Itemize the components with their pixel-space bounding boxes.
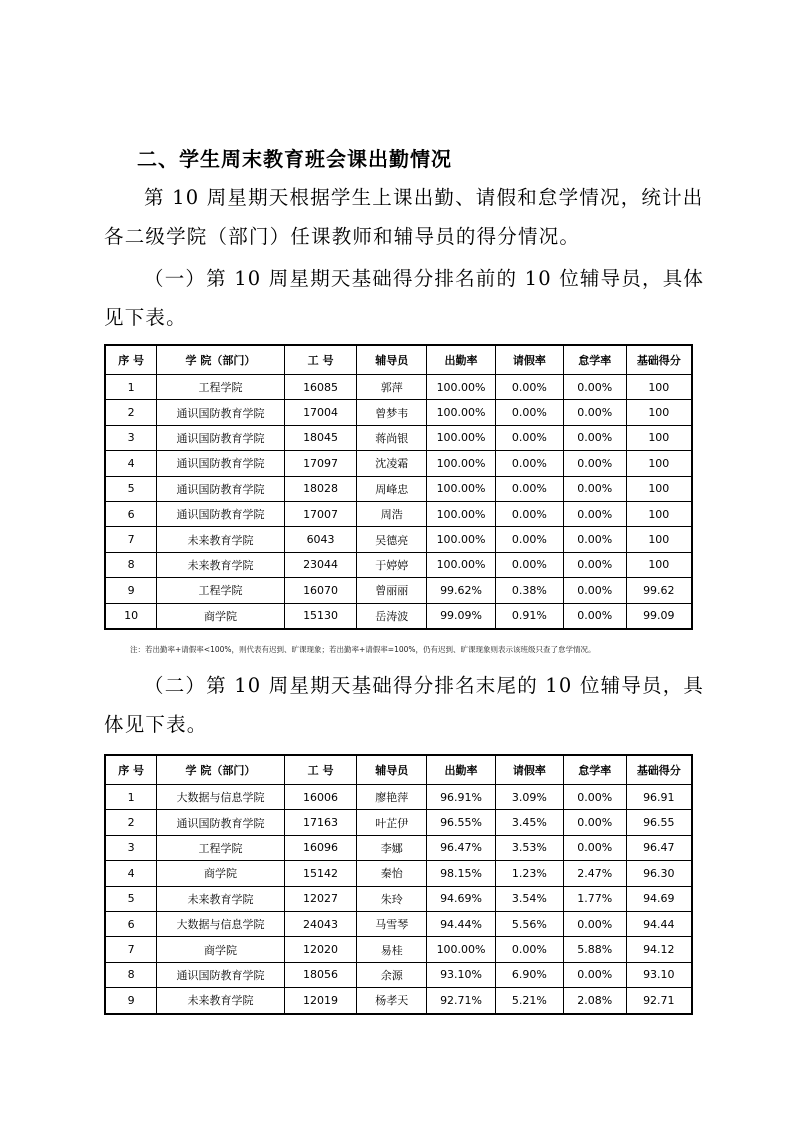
table-cell: 0.00%: [563, 552, 626, 577]
bottom-10-table: [104, 754, 693, 1015]
table-cell: 12027: [284, 886, 357, 911]
table-row: [105, 810, 692, 835]
column-header: 出勤率: [427, 755, 496, 785]
table-cell: 0.00%: [495, 375, 563, 400]
table-cell: 0.00%: [563, 400, 626, 425]
table-cell: 0.91%: [495, 603, 563, 629]
column-header: 怠学率: [563, 345, 626, 375]
table-cell: 0.00%: [563, 835, 626, 860]
table-cell: 0.00%: [495, 552, 563, 577]
table-cell: 0.00%: [495, 501, 563, 526]
table-cell: 94.69%: [427, 886, 496, 911]
table-cell: 通识国防教育学院: [157, 400, 284, 425]
table-cell: 未来教育学院: [157, 527, 284, 552]
table-cell: 通识国防教育学院: [157, 425, 284, 450]
table-header-row: [105, 345, 692, 375]
column-header: 请假率: [495, 345, 563, 375]
column-header: 怠学率: [563, 755, 626, 785]
table-cell: 9: [105, 988, 157, 1014]
table-cell: 大数据与信息学院: [157, 911, 284, 936]
column-header: 请假率: [495, 755, 563, 785]
table-cell: 100: [626, 400, 692, 425]
table-cell: 商学院: [157, 861, 284, 886]
table-cell: 3.09%: [495, 785, 563, 810]
table-cell: 99.62: [626, 578, 692, 603]
table-row: [105, 603, 692, 629]
subsection-1-text: （一）第 10 周星期天基础得分排名前的 10 位辅导员，具体见下表。: [104, 267, 705, 329]
table-cell: 0.00%: [563, 476, 626, 501]
table-cell: 100: [626, 552, 692, 577]
table-cell: 大数据与信息学院: [157, 785, 284, 810]
table-cell: 96.91: [626, 785, 692, 810]
table-cell: 3: [105, 835, 157, 860]
table-cell: 94.44%: [427, 911, 496, 936]
table-row: [105, 375, 692, 400]
table-cell: 9: [105, 578, 157, 603]
table-cell: 100.00%: [427, 400, 496, 425]
table-cell: 92.71: [626, 988, 692, 1014]
table-cell: 100: [626, 501, 692, 526]
table-cell: 100: [626, 476, 692, 501]
table-cell: 廖艳萍: [357, 785, 427, 810]
table-cell: 100.00%: [427, 476, 496, 501]
column-header: 基础得分: [626, 755, 692, 785]
intro-paragraph: 第 10 周星期天根据学生上课出勤、请假和怠学情况，统计出各二级学院（部门）任课教师和辅导员的得分情况。: [104, 186, 704, 248]
table-cell: 100.00%: [427, 552, 496, 577]
table-cell: 郭萍: [357, 375, 427, 400]
table-row: [105, 988, 692, 1014]
table-cell: 7: [105, 527, 157, 552]
table-cell: 6: [105, 501, 157, 526]
table-cell: 6.90%: [495, 962, 563, 987]
table-cell: 96.55: [626, 810, 692, 835]
table-cell: 16006: [284, 785, 357, 810]
table-cell: 李娜: [357, 835, 427, 860]
table-row: [105, 527, 692, 552]
table-cell: 3.53%: [495, 835, 563, 860]
table-cell: 2: [105, 400, 157, 425]
table-cell: 未来教育学院: [157, 552, 284, 577]
table-cell: 岳涛波: [357, 603, 427, 629]
table-cell: 曾梦韦: [357, 400, 427, 425]
table-cell: 杨孝天: [357, 988, 427, 1014]
table-cell: 93.10%: [427, 962, 496, 987]
table-cell: 99.09%: [427, 603, 496, 629]
table-cell: 100.00%: [427, 425, 496, 450]
table-cell: 0.00%: [563, 501, 626, 526]
table-cell: 1: [105, 785, 157, 810]
table-cell: 8: [105, 552, 157, 577]
section-heading: 二、学生周末教育班会课出勤情况: [137, 147, 452, 171]
table-cell: 吴德亮: [357, 527, 427, 552]
table-cell: 商学院: [157, 603, 284, 629]
top-10-table: [104, 344, 693, 630]
table-cell: 0.00%: [495, 937, 563, 962]
table-cell: 周峰忠: [357, 476, 427, 501]
table-cell: 99.62%: [427, 578, 496, 603]
table-cell: 0.00%: [563, 578, 626, 603]
table-cell: 0.00%: [563, 425, 626, 450]
table-cell: 17163: [284, 810, 357, 835]
table-cell: 2: [105, 810, 157, 835]
table-cell: 0.00%: [495, 527, 563, 552]
table-cell: 5.21%: [495, 988, 563, 1014]
table-row: [105, 911, 692, 936]
column-header: 序 号: [105, 755, 157, 785]
table-cell: 100.00%: [427, 375, 496, 400]
table-cell: 0.38%: [495, 578, 563, 603]
table-cell: 10: [105, 603, 157, 629]
table-cell: 商学院: [157, 937, 284, 962]
table-cell: 3.54%: [495, 886, 563, 911]
table-cell: 93.10: [626, 962, 692, 987]
table-cell: 18045: [284, 425, 357, 450]
table-cell: 1.77%: [563, 886, 626, 911]
table-cell: 15130: [284, 603, 357, 629]
table-cell: 100: [626, 375, 692, 400]
table-cell: 曾丽丽: [357, 578, 427, 603]
table-cell: 24043: [284, 911, 357, 936]
table-cell: 92.71%: [427, 988, 496, 1014]
table-row: [105, 785, 692, 810]
table-cell: 100: [626, 451, 692, 476]
table-cell: 100.00%: [427, 937, 496, 962]
table-cell: 通识国防教育学院: [157, 451, 284, 476]
table-row: [105, 962, 692, 987]
table-cell: 1: [105, 375, 157, 400]
table-cell: 马雪琴: [357, 911, 427, 936]
table-cell: 2.08%: [563, 988, 626, 1014]
table-cell: 通识国防教育学院: [157, 810, 284, 835]
column-header: 学 院（部门）: [157, 755, 284, 785]
table-cell: 96.91%: [427, 785, 496, 810]
table-row: [105, 861, 692, 886]
table-cell: 工程学院: [157, 835, 284, 860]
table-row: [105, 578, 692, 603]
column-header: 工 号: [284, 345, 357, 375]
table-cell: 0.00%: [563, 451, 626, 476]
table-cell: 96.30: [626, 861, 692, 886]
table-cell: 通识国防教育学院: [157, 501, 284, 526]
table-cell: 3: [105, 425, 157, 450]
table-row: [105, 501, 692, 526]
table-cell: 12020: [284, 937, 357, 962]
table-cell: 94.44: [626, 911, 692, 936]
table-cell: 3.45%: [495, 810, 563, 835]
table-cell: 5: [105, 476, 157, 501]
table-cell: 0.00%: [563, 911, 626, 936]
column-header: 工 号: [284, 755, 357, 785]
table-cell: 易桂: [357, 937, 427, 962]
table-cell: 0.00%: [563, 962, 626, 987]
table-cell: 6043: [284, 527, 357, 552]
table-row: [105, 476, 692, 501]
table-cell: 94.12: [626, 937, 692, 962]
table-row: [105, 937, 692, 962]
table-row: [105, 886, 692, 911]
table-cell: 99.09: [626, 603, 692, 629]
table-cell: 0.00%: [495, 451, 563, 476]
table-cell: 96.47%: [427, 835, 496, 860]
table-cell: 工程学院: [157, 578, 284, 603]
table-cell: 98.15%: [427, 861, 496, 886]
table-cell: 7: [105, 937, 157, 962]
table-cell: 0.00%: [563, 375, 626, 400]
table-cell: 16096: [284, 835, 357, 860]
table-cell: 100.00%: [427, 527, 496, 552]
table-cell: 8: [105, 962, 157, 987]
table-cell: 17004: [284, 400, 357, 425]
table-cell: 于婷婷: [357, 552, 427, 577]
table-cell: 2.47%: [563, 861, 626, 886]
table-cell: 100: [626, 425, 692, 450]
table-cell: 周浩: [357, 501, 427, 526]
table-cell: 100: [626, 527, 692, 552]
table-row: [105, 400, 692, 425]
table-cell: 100.00%: [427, 451, 496, 476]
table-row: [105, 835, 692, 860]
table-cell: 通识国防教育学院: [157, 962, 284, 987]
column-header: 学 院（部门）: [157, 345, 284, 375]
table-cell: 沈凌霜: [357, 451, 427, 476]
table-cell: 5.56%: [495, 911, 563, 936]
table-cell: 未来教育学院: [157, 886, 284, 911]
table-cell: 18028: [284, 476, 357, 501]
table-cell: 12019: [284, 988, 357, 1014]
table-cell: 100.00%: [427, 501, 496, 526]
table-header-row: [105, 755, 692, 785]
table-cell: 6: [105, 911, 157, 936]
table-cell: 4: [105, 451, 157, 476]
table-row: [105, 451, 692, 476]
table-cell: 23044: [284, 552, 357, 577]
table-cell: 叶芷伊: [357, 810, 427, 835]
table-row: [105, 425, 692, 450]
table-row: [105, 552, 692, 577]
table-cell: 0.00%: [563, 785, 626, 810]
column-header: 出勤率: [427, 345, 496, 375]
table-cell: 余源: [357, 962, 427, 987]
column-header: 辅导员: [357, 345, 427, 375]
table-cell: 5: [105, 886, 157, 911]
table-cell: 0.00%: [495, 476, 563, 501]
table-cell: 工程学院: [157, 375, 284, 400]
table-cell: 0.00%: [563, 810, 626, 835]
column-header: 序 号: [105, 345, 157, 375]
table-cell: 朱玲: [357, 886, 427, 911]
table-cell: 秦怡: [357, 861, 427, 886]
subsection-2-text: （二）第 10 周星期天基础得分排名末尾的 10 位辅导员，具体见下表。: [104, 674, 705, 736]
table-cell: 1.23%: [495, 861, 563, 886]
table-cell: 蒋尚银: [357, 425, 427, 450]
table-cell: 5.88%: [563, 937, 626, 962]
table-cell: 94.69: [626, 886, 692, 911]
table-cell: 15142: [284, 861, 357, 886]
column-header: 基础得分: [626, 345, 692, 375]
table-cell: 未来教育学院: [157, 988, 284, 1014]
table-cell: 96.55%: [427, 810, 496, 835]
column-header: 辅导员: [357, 755, 427, 785]
table-note: 注：若出勤率+请假率<100%，则代表有迟到、旷课现象；若出勤率+请假率=100%，仍有迟到、旷课现象则表示该班级只查了怠学情况。: [130, 645, 596, 654]
table-cell: 0.00%: [495, 425, 563, 450]
table-cell: 0.00%: [495, 400, 563, 425]
table-cell: 18056: [284, 962, 357, 987]
table-cell: 16070: [284, 578, 357, 603]
table-cell: 通识国防教育学院: [157, 476, 284, 501]
table-cell: 17097: [284, 451, 357, 476]
table-cell: 0.00%: [563, 603, 626, 629]
table-cell: 96.47: [626, 835, 692, 860]
table-cell: 0.00%: [563, 527, 626, 552]
table-cell: 16085: [284, 375, 357, 400]
table-cell: 17007: [284, 501, 357, 526]
table-cell: 4: [105, 861, 157, 886]
